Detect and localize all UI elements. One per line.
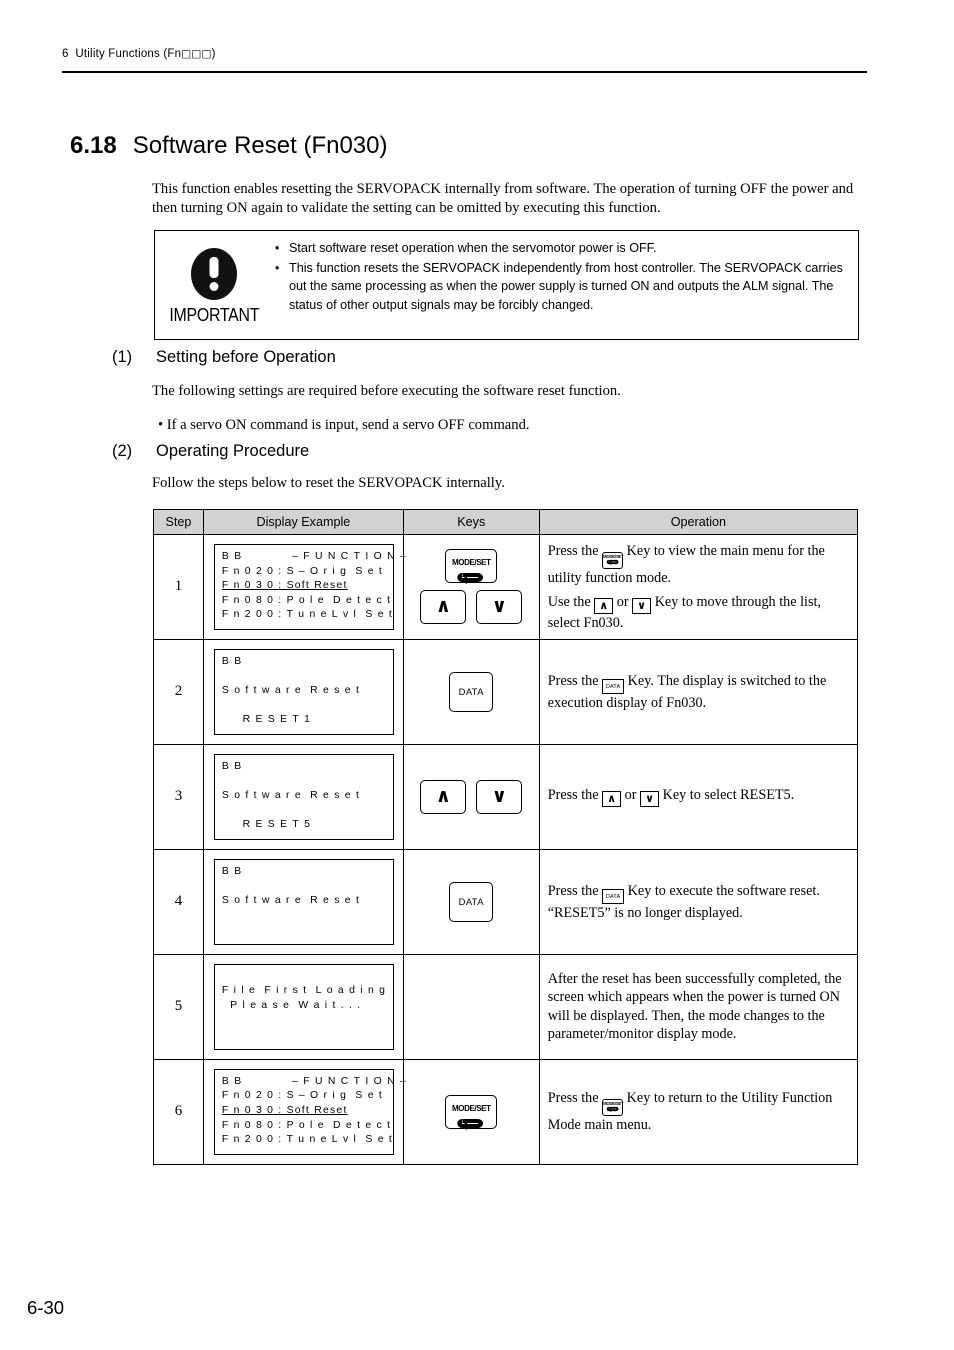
lcd-line: B B <box>221 865 243 877</box>
display-panel <box>214 964 394 1050</box>
cell-display-example <box>203 639 403 744</box>
table-row <box>154 849 858 954</box>
cell-display-example <box>203 535 408 640</box>
display-panel <box>214 649 394 735</box>
lcd-line: F n 0 3 0 : Soft Reset <box>221 580 348 592</box>
up-key[interactable]: ∧ <box>420 780 466 814</box>
lcd-line: F n 0 3 0 : Soft Reset <box>221 1105 348 1117</box>
inline-up-key[interactable]: ∧ <box>594 598 613 614</box>
display-panel <box>214 1069 408 1155</box>
cell-display-example <box>203 1059 408 1164</box>
cell-display-example <box>203 849 403 954</box>
cell-operation: Press the ∧ or ∨ Key to select RESET5. <box>539 744 857 849</box>
inline-data-key[interactable]: DATA <box>602 679 624 694</box>
important-item <box>275 239 846 258</box>
lcd-line: F n 2 0 0 : T u n e L v l S e t <box>221 609 394 621</box>
lcd-line: S o f t w a r e R e s e t <box>221 790 361 802</box>
lcd-line: S o f t w a r e R e s e t <box>221 895 361 907</box>
cell-keys <box>403 639 539 744</box>
lcd-line: P l e a s e W a i t . . . <box>221 1000 362 1012</box>
table-body <box>154 535 858 1165</box>
display-panel <box>214 859 394 945</box>
lcd-line: F n 0 8 0 : P o l e D e t e c t <box>221 594 392 606</box>
cell-step: 6 <box>154 1059 204 1164</box>
header-title-close: ) <box>211 48 216 60</box>
exclamation-icon <box>191 248 237 300</box>
column-header-step: Step <box>154 510 204 535</box>
lcd-line: B B – F U N C T I O N – <box>221 1075 408 1087</box>
cell-keys <box>403 849 539 954</box>
data-key[interactable]: DATA <box>449 882 493 922</box>
lcd-line: F n 0 8 0 : P o l e D e t e c t <box>221 1119 392 1131</box>
cell-step: 2 <box>154 639 204 744</box>
lcd-line: S o f t w a r e R e s e t <box>221 685 361 697</box>
modeset-key[interactable] <box>445 1095 497 1129</box>
cell-step: 5 <box>154 954 204 1059</box>
subsection-heading-1 <box>112 348 336 367</box>
procedure-table <box>153 509 858 1165</box>
inline-data-key[interactable]: DATA <box>602 889 624 904</box>
table-header-row <box>154 510 858 535</box>
cell-operation: After the reset has been successfully completed, the screen which appears when the power is turned ON will be displayed. Then, the mode changes to the parameter/monitor display mode. <box>539 954 857 1059</box>
header-rule <box>62 71 867 73</box>
modeset-key[interactable] <box>445 549 497 583</box>
important-item-text: This function resets the SERVOPACK independently from host controller. The SERVOPACK carries out the same processing as when the power supply is turned ON and outputs the ALM signal. The status of other output signals may be forcibly changed. <box>289 260 843 312</box>
display-panel <box>214 544 408 630</box>
cell-display-example <box>203 954 403 1059</box>
header-chapter: 6 <box>62 48 69 60</box>
cell-operation: Press the DATA Key to execute the software reset. “RESET5” is no longer displayed. <box>539 849 857 954</box>
column-header-operation: Operation <box>539 510 857 535</box>
important-label: IMPORTANT <box>169 304 259 325</box>
inline-up-key[interactable]: ∧ <box>602 791 621 807</box>
cell-keys <box>403 954 539 1059</box>
running-header <box>62 48 862 60</box>
modeset-key-label: MODE/SET <box>451 558 491 568</box>
modeset-key-label: MODE/SET <box>451 1103 491 1113</box>
column-header-display-example: Display Example <box>203 510 403 535</box>
table-row <box>154 639 858 744</box>
subsection-number: (1) <box>112 348 133 366</box>
loop-arrow-icon <box>456 571 486 584</box>
cell-display-example <box>203 744 403 849</box>
lcd-line: F i l e F i r s t L o a d i n g <box>221 985 387 997</box>
cell-operation: Press the MODE/SET Key to view the main menu for the utility function mode. Use the ∧ or ∨ Key to move through the list, select Fn030. <box>539 535 857 640</box>
cell-keys <box>403 1059 539 1164</box>
bullet-glyph: • <box>275 260 280 275</box>
page-title <box>70 132 388 160</box>
cell-operation: Press the DATA Key. The display is switched to the execution display of Fn030. <box>539 639 857 744</box>
important-item <box>275 259 846 315</box>
lcd-line: F n 2 0 0 : T u n e L v l S e t <box>221 1134 394 1146</box>
cell-step: 3 <box>154 744 204 849</box>
loop-arrow-icon <box>456 1117 486 1130</box>
intro-paragraph: This function enables resetting the SERVOPACK internally from software. The operation of turning OFF the power and then turning ON again to validate the setting can be omitted by executing this function. <box>152 181 854 216</box>
lcd-line: F n 0 2 0 : S – O r i g S e t <box>221 565 383 577</box>
lcd-line: B B <box>221 655 243 667</box>
lcd-line: R E S E T 1 <box>221 714 312 726</box>
bullet-glyph: • <box>275 241 280 255</box>
sub1-bullet-item: • If a servo ON command is input, send a servo OFF command. <box>158 417 530 433</box>
cell-step: 4 <box>154 849 204 954</box>
important-item-text: Start software reset operation when the servomotor power is OFF. <box>289 241 657 255</box>
column-header-keys: Keys <box>403 510 539 535</box>
subsection-heading-2 <box>112 442 309 461</box>
subsection-title: Setting before Operation <box>156 348 336 366</box>
cell-keys <box>403 744 539 849</box>
cell-keys <box>403 535 539 640</box>
lcd-line: F n 0 2 0 : S – O r i g S e t <box>221 1090 383 1102</box>
subsection-number: (2) <box>112 442 133 460</box>
table-row <box>154 954 858 1059</box>
sub1-paragraph: The following settings are required before executing the software reset function. <box>152 383 621 399</box>
inline-down-key[interactable]: ∨ <box>640 791 659 807</box>
sub2-paragraph: Follow the steps below to reset the SERVOPACK internally. <box>152 475 505 491</box>
cell-step: 1 <box>154 535 204 640</box>
up-key[interactable]: ∧ <box>420 590 466 624</box>
important-callout <box>154 230 859 340</box>
table-row <box>154 744 858 849</box>
header-title: Utility Functions (Fn <box>75 48 182 60</box>
lcd-line: B B <box>221 760 243 772</box>
display-panel <box>214 754 394 840</box>
cell-operation: Press the MODE/SET Key to return to the Utility Function Mode main menu. <box>539 1059 857 1164</box>
lcd-line: R E S E T 5 <box>221 819 312 831</box>
inline-modeset-key[interactable]: MODE/SET <box>602 1099 623 1116</box>
down-key[interactable]: ∨ <box>476 590 522 624</box>
lcd-line: B B – F U N C T I O N – <box>221 551 408 562</box>
important-text-area <box>273 231 858 339</box>
table-row <box>154 535 858 640</box>
inline-down-key[interactable]: ∨ <box>632 598 651 614</box>
section-number: 6.18 <box>70 132 117 159</box>
inline-modeset-key[interactable]: MODE/SET <box>602 552 623 569</box>
down-key[interactable]: ∨ <box>476 780 522 814</box>
header-box-glyph: □□□ <box>181 48 212 60</box>
data-key[interactable]: DATA <box>449 672 493 712</box>
section-title-text: Software Reset (Fn030) <box>132 132 388 159</box>
important-icon-area <box>155 231 273 339</box>
page-number: 6-30 <box>27 1297 65 1318</box>
subsection-title: Operating Procedure <box>156 442 310 460</box>
table-row <box>154 1059 858 1164</box>
